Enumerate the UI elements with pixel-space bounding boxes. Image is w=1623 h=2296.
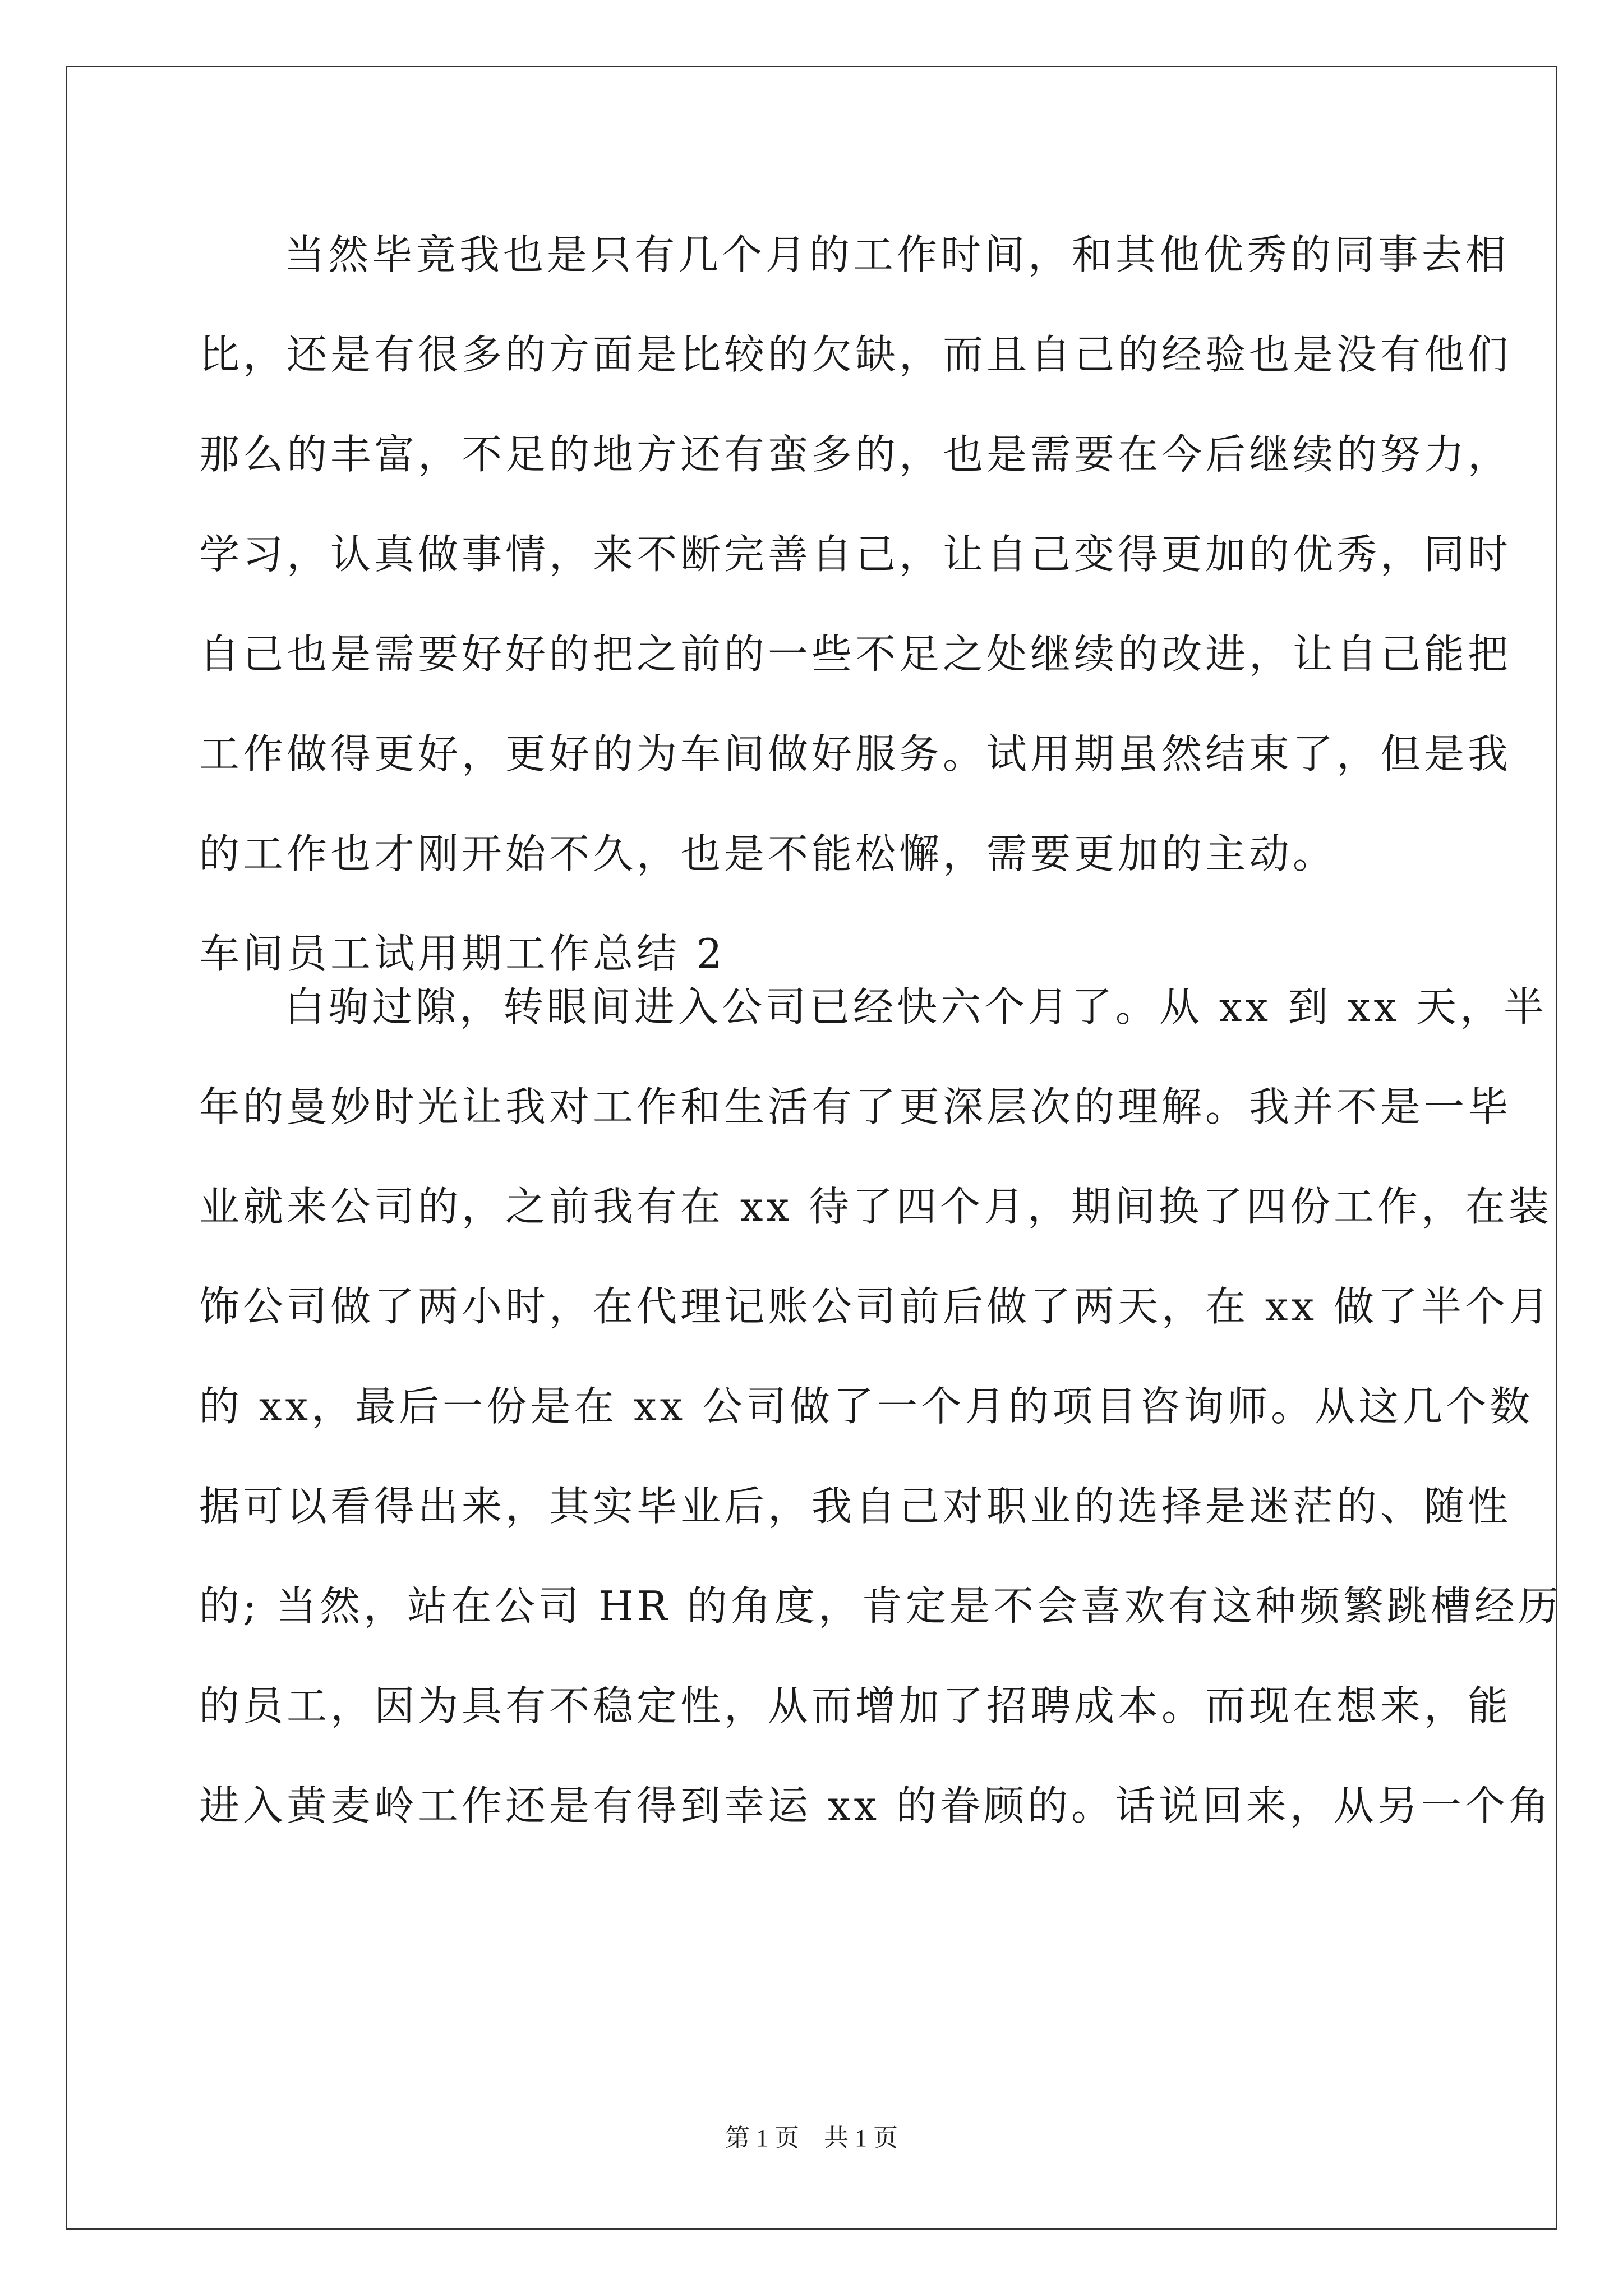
text-line: 白驹过隙，转眼间进入公司已经快六个月了。从 xx 到 xx 天，半 [284, 983, 1547, 1030]
text-line: 业就来公司的，之前我有在 xx 待了四个月，期间换了四份工作，在装 [199, 1183, 1552, 1230]
text-line: 年的曼妙时光让我对工作和生活有了更深层次的理解。我并不是一毕 [199, 1083, 1512, 1130]
text-line: 工作做得更好，更好的为车间做好服务。试用期虽然结束了，但是我 [199, 730, 1512, 777]
body-text-paragraph-2 [199, 957, 1562, 1856]
section-title: 车间员工试用期工作总结 2 [199, 930, 726, 977]
text-line: 比，还是有很多的方面是比较的欠缺，而且自己的经验也是没有他们 [199, 331, 1512, 378]
body-text-paragraph-1 [199, 205, 1512, 1004]
text-line: 进入黄麦岭工作还是有得到幸运 xx 的眷顾的。话说回来，从另一个角 [199, 1782, 1552, 1829]
text-line: 那么的丰富，不足的地方还有蛮多的，也是需要在今后继续的努力， [199, 431, 1512, 478]
text-line: 据可以看得出来，其实毕业后，我自己对职业的选择是迷茫的、随性 [199, 1483, 1512, 1530]
text-line: 饰公司做了两小时，在代理记账公司前后做了两天，在 xx 做了半个月 [199, 1283, 1552, 1330]
text-line: 的工作也才刚开始不久，也是不能松懈，需要更加的主动。 [199, 830, 1337, 877]
text-line: 学习，认真做事情，来不断完善自己，让自己变得更加的优秀，同时 [199, 531, 1512, 578]
text-line: 的员工，因为具有不稳定性，从而增加了招聘成本。而现在想来，能 [199, 1682, 1512, 1729]
text-line: 当然毕竟我也是只有几个月的工作时间，和其他优秀的同事去相 [284, 231, 1510, 278]
text-line: 自己也是需要好好的把之前的一些不足之处继续的改进，让自己能把 [199, 631, 1512, 678]
text-line: 的; 当然，站在公司 HR 的角度，肯定是不会喜欢有这种频繁跳槽经历 [199, 1582, 1562, 1630]
page-number-footer: 第 1 页 共 1 页 [725, 2124, 898, 2152]
text-line: 的 xx，最后一份是在 xx 公司做了一个月的项目咨询师。从这几个数 [199, 1383, 1534, 1430]
